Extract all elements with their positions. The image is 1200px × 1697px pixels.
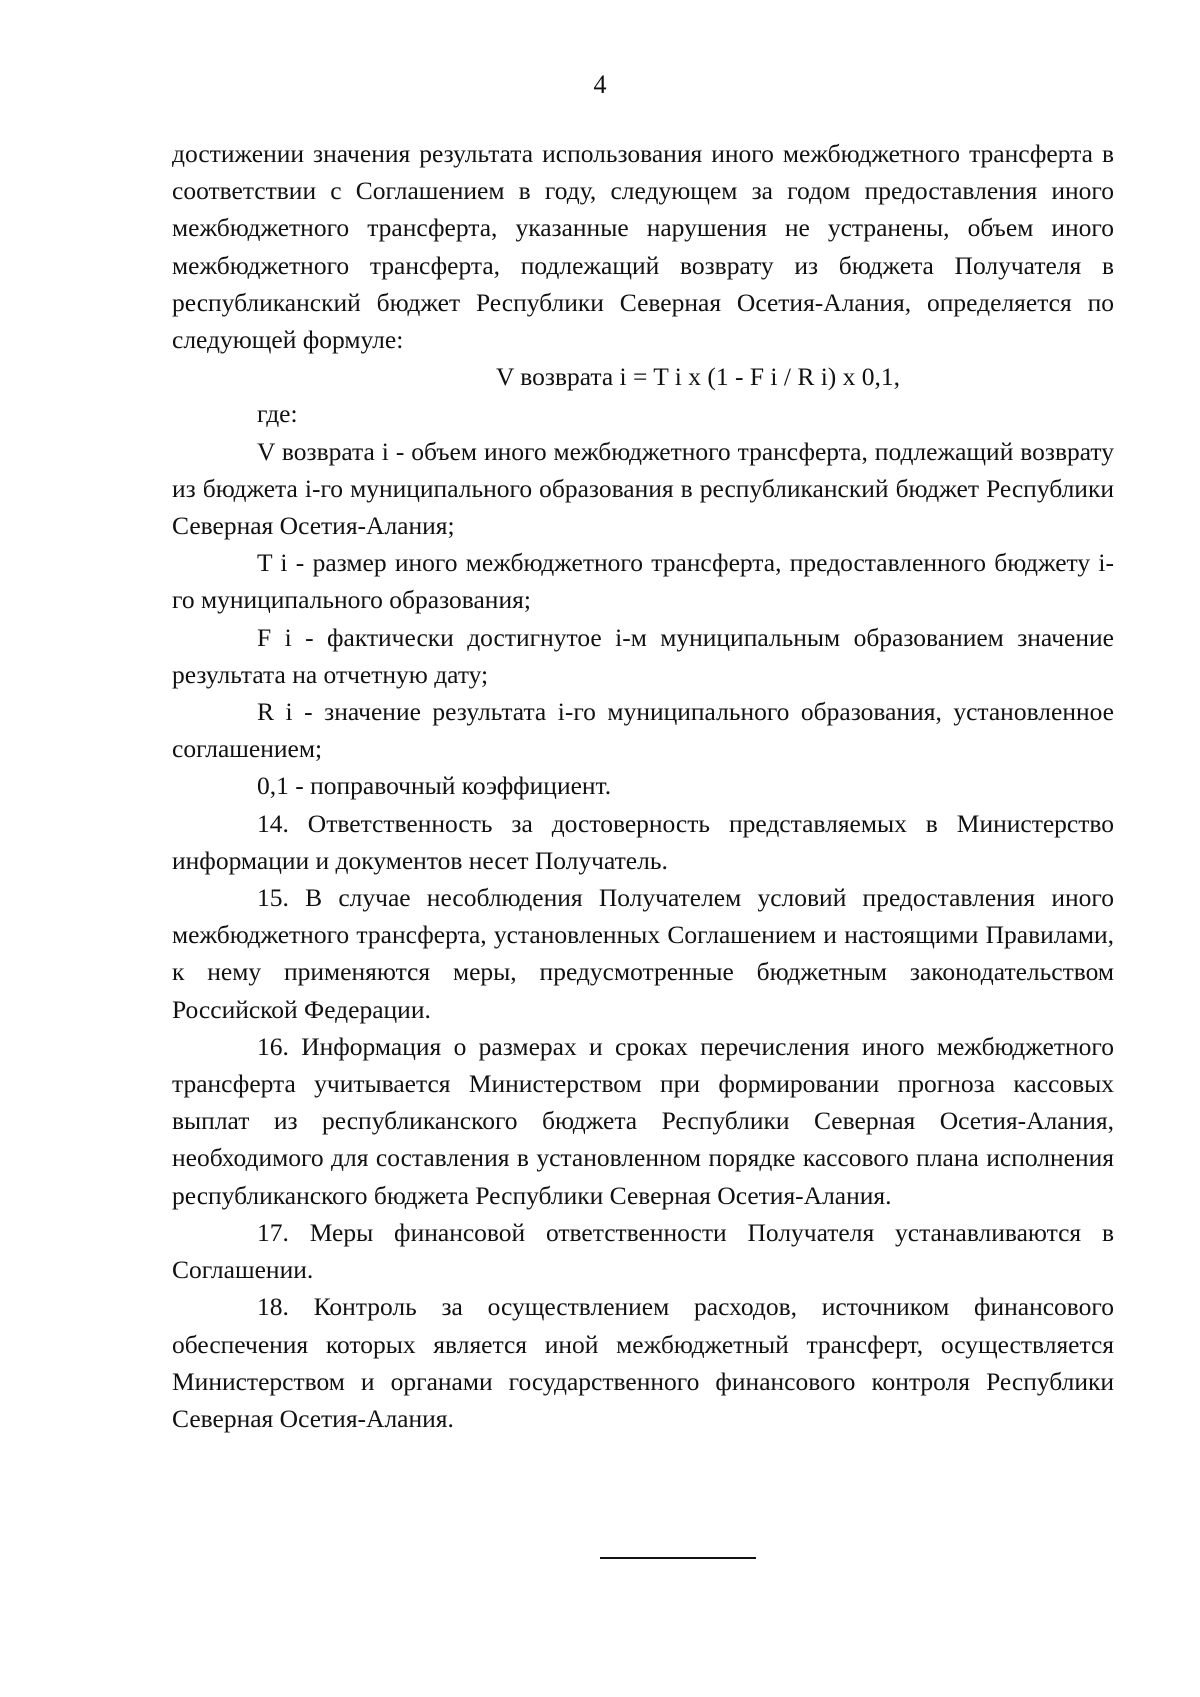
definition-f: F i - фактически достигнутое i-м муниципальным образованием значение результата на отчетную дату;	[172, 622, 1114, 689]
paragraph-continuation: достижении значения результата использования иного межбюджетного трансферта в соответствии с Соглашением в году, следующем за годом предоставления иного межбюджетного трансферта, указанные нарушения не устранены, объем иного межбюджетного трансферта, подлежащий возврату из бюджета Получателя в республиканский бюджет Республики Северная Осетия-Алания, определяется по следующей формуле:	[172, 139, 1114, 355]
definition-t: T i - размер иного межбюджетного трансферта, предоставленного бюджету i-го муниципального образования;	[172, 548, 1114, 615]
paragraph-16: 16. Информация о размерах и сроках перечисления иного межбюджетного трансферта учитывается Министерством при формировании прогноза кассовых выплат из республиканского бюджета Республики Северная Осетия-Алания, необходимого для составления в установленном порядке кассового плана исполнения республиканского бюджета Республики Северная Осетия-Алания.	[172, 1031, 1114, 1210]
end-of-document-rule	[600, 1557, 756, 1559]
paragraph-18: 18. Контроль за осуществлением расходов, источником финансового обеспечения которых является иной межбюджетный трансферт, осуществляется Министерством и органами государственного финансового контроля Республики Северная Осетия-Алания.	[172, 1292, 1114, 1433]
paragraph-14: 14. Ответственность за достоверность представляемых в Министерство информации и документов несет Получатель.	[172, 808, 1114, 875]
where-label: где:	[257, 399, 298, 429]
definition-r: R i - значение результата i-го муниципального образования, установленное соглашением;	[172, 697, 1114, 764]
definition-v: V возврата i - объем иного межбюджетного трансферта, подлежащий возврату из бюджета i-го муниципального образования в республиканский бюджет Республики Северная Осетия-Алания;	[172, 436, 1114, 541]
paragraph-15: 15. В случае несоблюдения Получателем условий предоставления иного межбюджетного трансферта, установленных Соглашением и настоящими Правилами, к нему применяются меры, предусмотренные бюджетным законодательством Российской Федерации.	[172, 883, 1114, 1024]
page-number: 4	[593, 70, 607, 99]
return-formula: V возврата i = T i x (1 - F i / R i) x 0,1,	[495, 362, 901, 392]
document-body	[172, 135, 1114, 1437]
paragraph-17: 17. Меры финансовой ответственности Получателя устанавливаются в Соглашении.	[172, 1217, 1114, 1285]
definition-coefficient: 0,1 - поправочный коэффициент.	[257, 771, 612, 801]
